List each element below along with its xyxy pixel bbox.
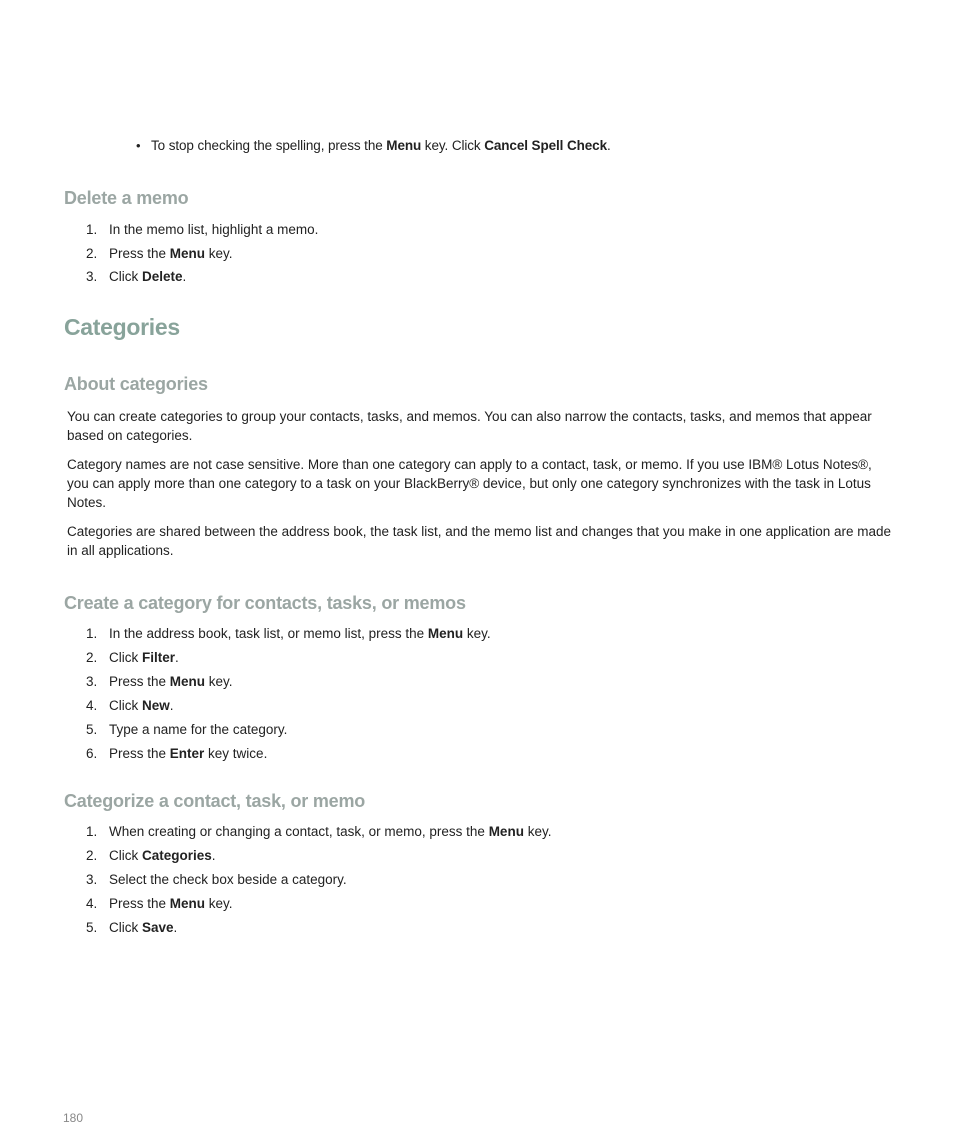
bullet-dot: • [136, 138, 141, 153]
bullet-text: To stop checking the spelling, press the [151, 138, 387, 153]
create-category-heading: Create a category for contacts, tasks, or memos [64, 593, 466, 613]
about-paragraph-3: Categories are shared between the address book, the task list, and the memo list and changes that you make in one application are made in all applications. [67, 524, 891, 558]
delete-memo-heading: Delete a memo [64, 188, 189, 208]
list-item: 1. In the address book, task list, or memo list, press the Menu key. [86, 626, 491, 641]
list-item: 5. Click Save. [86, 920, 178, 935]
list-item: 3. Press the Menu key. [86, 674, 233, 689]
list-item: 1. When creating or changing a contact, task, or memo, press the Menu key. [86, 824, 552, 839]
about-paragraph-2: Category names are not case sensitive. More than one category can apply to a contact, task, or memo. If you use IBM® Lotus Notes®, you can apply more than one category to a task on your BlackBerry® device, but only one category synchronizes with the task in Lotus Notes. [67, 457, 872, 510]
list-item: 3. Select the check box beside a category. [86, 872, 347, 887]
list-item: 1. In the memo list, highlight a memo. [86, 222, 319, 237]
categorize-heading: Categorize a contact, task, or memo [64, 791, 366, 811]
categories-title: Categories [64, 314, 180, 340]
bullet-text: . [606, 138, 611, 153]
spell-check-bullet [151, 136, 611, 155]
about-paragraph-1: You can create categories to group your contacts, tasks, and memos. You can also narrow the contacts, tasks, and memos that appear based on categories. [67, 409, 872, 443]
list-item: 4. Press the Menu key. [86, 896, 233, 911]
bullet-bold-menu: Menu [386, 138, 422, 153]
bullet-bold-cancel: Cancel Spell Check [484, 138, 607, 153]
list-item: 5. Type a name for the category. [86, 722, 288, 737]
list-item: 3. Click Delete. [86, 269, 187, 284]
list-item: 2. Click Categories. [86, 848, 216, 863]
page-number: 180 [63, 1111, 84, 1125]
about-categories-heading: About categories [64, 374, 208, 394]
list-item: 2. Click Filter. [86, 650, 179, 665]
bullet-text: key. Click [421, 138, 485, 153]
list-item: 2. Press the Menu key. [86, 246, 233, 261]
list-item: 4. Click New. [86, 698, 174, 713]
list-item: 6. Press the Enter key twice. [86, 746, 268, 761]
